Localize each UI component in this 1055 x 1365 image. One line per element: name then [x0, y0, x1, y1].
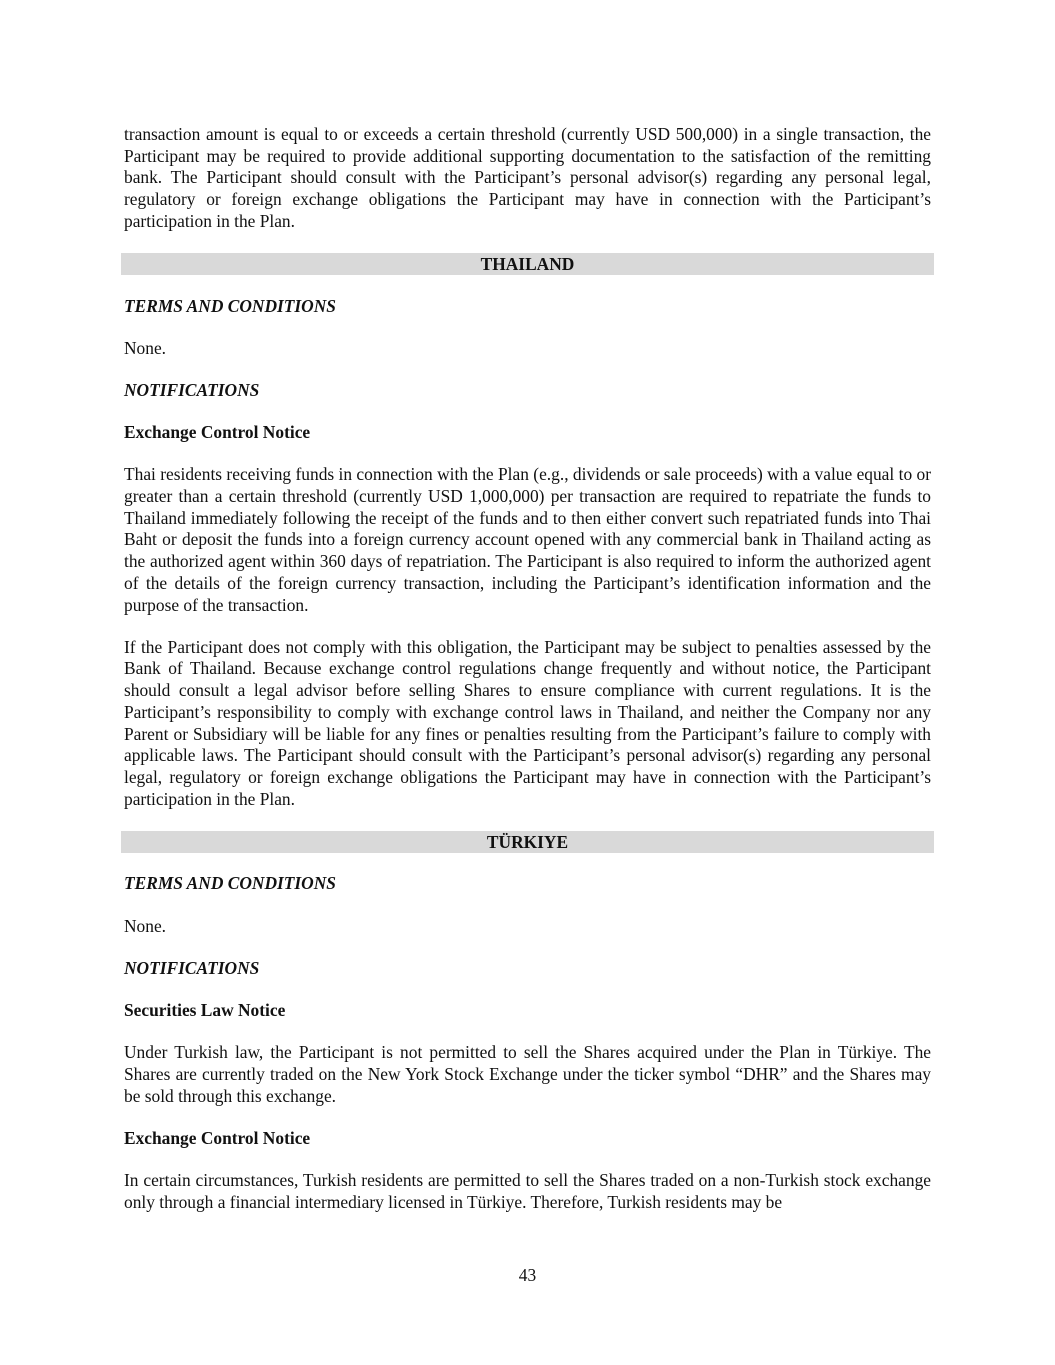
turkiye-notifications-heading: NOTIFICATIONS	[124, 957, 260, 978]
page-number: 43	[518, 1265, 537, 1285]
intro-paragraph: transaction amount is equal to or exceeds a certain threshold (currently USD 500,000) in a single transaction, the Participant may be required to provide additional supporting documentation to the satisfaction of the remitting bank. The Participant should consult with the Participant’s personal advisor(s) regarding any personal legal, regulatory or foreign exchange obligations the Participant may have in connection with the Participant’s participation in the Plan.	[124, 124, 931, 231]
thailand-exchange-control-heading: Exchange Control Notice	[124, 422, 311, 443]
turkiye-exchange-control-paragraph: In certain circumstances, Turkish residents are permitted to sell the Shares traded on a non-Turkish stock exchange only through a financial intermediary licensed in Türkiye. Therefore, Turkish residents may be	[124, 1170, 931, 1212]
thailand-terms-text: None.	[124, 337, 167, 358]
thailand-notifications-heading: NOTIFICATIONS	[124, 379, 260, 400]
thailand-terms-heading: TERMS AND CONDITIONS	[124, 295, 336, 316]
country-heading-thailand: THAILAND	[121, 253, 934, 275]
turkiye-terms-heading: TERMS AND CONDITIONS	[124, 873, 336, 894]
turkiye-securities-heading: Securities Law Notice	[124, 999, 286, 1020]
turkiye-exchange-control-heading: Exchange Control Notice	[124, 1127, 311, 1148]
document-page	[124, 124, 931, 1234]
country-heading-turkiye: TÜRKIYE	[121, 831, 934, 853]
turkiye-terms-text: None.	[124, 915, 167, 936]
turkiye-securities-paragraph: Under Turkish law, the Participant is not permitted to sell the Shares acquired under the Plan in Türkiye. The Shares are currently traded on the New York Stock Exchange under the ticker symbol “DHR” and the Shares may be sold through this exchange.	[124, 1042, 931, 1106]
thailand-exchange-control-paragraph-1: Thai residents receiving funds in connection with the Plan (e.g., dividends or sale proceeds) with a value equal to or greater than a certain threshold (currently USD 1,000,000) per transaction are required to repatriate the funds to Thailand immediately following the receipt of the funds and to then either convert such repatriated funds into Thai Baht or deposit the funds into a foreign currency account opened with any commercial bank in Thailand acting as the authorized agent within 360 days of repatriation. The Participant is also required to inform the authorized agent of the details of the foreign currency transaction, including the Participant’s identification information and the purpose of the transaction.	[124, 464, 931, 615]
thailand-exchange-control-paragraph-2: If the Participant does not comply with this obligation, the Participant may be subject to penalties assessed by the Bank of Thailand. Because exchange control regulations change frequently and without notice, the Participant should consult a legal advisor before selling Shares to ensure compliance with current regulations. It is the Participant’s responsibility to comply with exchange control laws in Thailand, and neither the Company nor any Parent or Subsidiary will be liable for any fines or penalties resulting from the Participant’s failure to comply with applicable laws. The Participant should consult with the Participant’s personal advisor(s) regarding any personal legal, regulatory or foreign exchange obligations the Participant may have in connection with the Participant’s participation in the Plan.	[124, 636, 931, 809]
